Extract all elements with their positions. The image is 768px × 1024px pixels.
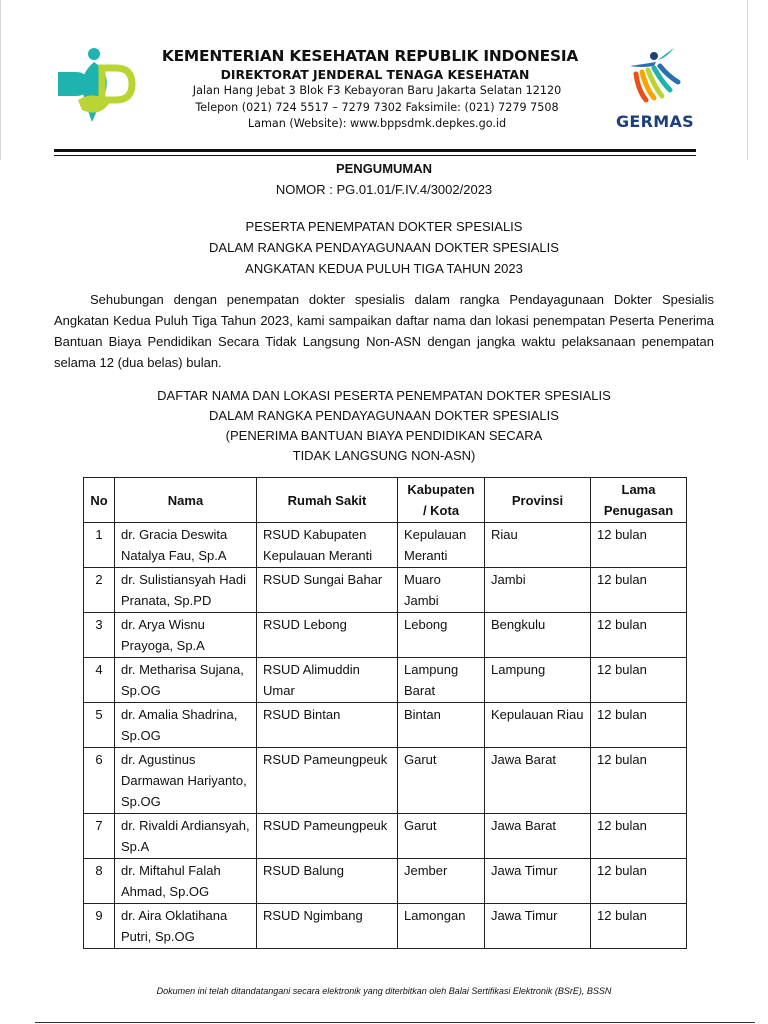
cell-no: 2: [84, 568, 115, 613]
cell-provinsi: Bengkulu: [485, 613, 591, 658]
subject-line: PESERTA PENEMPATAN DOKTER SPESIALIS: [245, 219, 523, 234]
cell-provinsi: Jawa Barat: [485, 814, 591, 859]
cell-lama-penugasan: 12 bulan: [591, 904, 687, 949]
cell-provinsi: Jawa Timur: [485, 859, 591, 904]
cell-lama-penugasan: 12 bulan: [591, 748, 687, 814]
letterhead-rule-thin: [54, 155, 696, 156]
cell-lama-penugasan: 12 bulan: [591, 523, 687, 568]
cell-nama: dr. Amalia Shadrina, Sp.OG: [115, 703, 257, 748]
footer-rule: [35, 1022, 755, 1023]
cell-provinsi: Lampung: [485, 658, 591, 703]
table-row: [84, 568, 687, 613]
cell-lama-penugasan: 12 bulan: [591, 658, 687, 703]
table-row: [84, 658, 687, 703]
cell-rumah-sakit: RSUD Kabupaten Kepulauan Meranti: [257, 523, 398, 568]
cell-rumah-sakit: RSUD Bintan: [257, 703, 398, 748]
letterhead: [140, 46, 600, 133]
subject-line: ANGKATAN KEDUA PULUH TIGA TAHUN 2023: [245, 261, 523, 276]
cell-no: 4: [84, 658, 115, 703]
header-nama: Nama: [115, 478, 257, 523]
footer-signature-note: Dokumen ini telah ditandatangani secara elektronik yang diterbitkan oleh Balai Sertifikasi Elektronik (BSrE), BSSN: [156, 986, 612, 996]
cell-rumah-sakit: RSUD Sungai Bahar: [257, 568, 398, 613]
cell-rumah-sakit: RSUD Pameungpeuk: [257, 748, 398, 814]
body-paragraph: Sehubungan dengan penempatan dokter spesialis dalam rangka Pendayagunaan Dokter Spesialis Angkatan Kedua Puluh Tiga Tahun 2023, kami sampaikan daftar nama dan lokasi penempatan Peserta Penerima Bantuan Biaya Pendidikan Secara Tidak Langsung Non-ASN dengan jangka waktu pelaksanaan penempatan selama 12 (dua belas) bulan.: [54, 292, 714, 370]
germas-label: GERMAS: [616, 112, 695, 131]
cell-kabupaten-kota: Lebong: [398, 613, 485, 658]
cell-kabupaten-kota: Lamongan: [398, 904, 485, 949]
germas-logo: [608, 44, 698, 136]
cell-kabupaten-kota: Kepulauan Meranti: [398, 523, 485, 568]
cell-nama: dr. Rivaldi Ardiansyah, Sp.A: [115, 814, 257, 859]
cell-nama: dr. Agustinus Darmawan Hariyanto, Sp.OG: [115, 748, 257, 814]
page-edge-left: [0, 0, 1, 160]
cell-rumah-sakit: RSUD Alimuddin Umar: [257, 658, 398, 703]
header-lama-penugasan: Lama Penugasan: [591, 478, 687, 523]
list-title-line: TIDAK LANGSUNG NON-ASN): [292, 448, 476, 463]
cell-rumah-sakit: RSUD Lebong: [257, 613, 398, 658]
cell-lama-penugasan: 12 bulan: [591, 613, 687, 658]
cell-kabupaten-kota: Muaro Jambi: [398, 568, 485, 613]
cell-lama-penugasan: 12 bulan: [591, 703, 687, 748]
announcement-title: PENGUMUMAN: [335, 161, 433, 176]
website-line: Laman (Website): www.bppsdmk.depkes.go.id: [247, 117, 507, 130]
germas-figure-icon: [608, 44, 698, 110]
cell-kabupaten-kota: Lampung Barat: [398, 658, 485, 703]
header-provinsi: Provinsi: [485, 478, 591, 523]
cell-provinsi: Jawa Timur: [485, 904, 591, 949]
header-no: No: [84, 478, 115, 523]
ministry-name: KEMENTERIAN KESEHATAN REPUBLIK INDONESIA: [161, 47, 579, 65]
cell-kabupaten-kota: Garut: [398, 814, 485, 859]
cell-no: 3: [84, 613, 115, 658]
announcement-number: NOMOR : PG.01.01/F.IV.4/3002/2023: [275, 182, 493, 197]
letterhead-rule-thick: [54, 149, 696, 152]
phone-line: Telepon (021) 724 5517 – 7279 7302 Faksimile: (021) 7279 7508: [195, 100, 559, 114]
table-row: [84, 703, 687, 748]
cell-no: 9: [84, 904, 115, 949]
cell-no: 8: [84, 859, 115, 904]
header-rumah-sakit: Rumah Sakit: [257, 478, 398, 523]
cell-nama: dr. Gracia Deswita Natalya Fau, Sp.A: [115, 523, 257, 568]
cell-rumah-sakit: RSUD Pameungpeuk: [257, 814, 398, 859]
placement-table: [83, 477, 687, 949]
cell-kabupaten-kota: Jember: [398, 859, 485, 904]
list-title-line: DALAM RANGKA PENDAYAGUNAAN DOKTER SPESIALIS: [209, 408, 559, 423]
cell-no: 5: [84, 703, 115, 748]
table-row: [84, 859, 687, 904]
table-header-row: [84, 478, 687, 523]
cell-nama: dr. Aira Oklatihana Putri, Sp.OG: [115, 904, 257, 949]
table-row: [84, 613, 687, 658]
cell-no: 6: [84, 748, 115, 814]
subject-line: DALAM RANGKA PENDAYAGUNAAN DOKTER SPESIALIS: [209, 240, 559, 255]
cell-lama-penugasan: 12 bulan: [591, 568, 687, 613]
table-body: [84, 523, 687, 949]
address-line: Jalan Hang Jebat 3 Blok F3 Kebayoran Baru Jakarta Selatan 12120: [192, 84, 562, 97]
list-title-line: (PENERIMA BANTUAN BIAYA PENDIDIKAN SECARA: [225, 428, 543, 443]
list-title: [54, 386, 714, 466]
cell-no: 1: [84, 523, 115, 568]
cell-lama-penugasan: 12 bulan: [591, 814, 687, 859]
header-kabupaten-kota: Kabupaten / Kota: [398, 478, 485, 523]
cell-kabupaten-kota: Garut: [398, 748, 485, 814]
cell-provinsi: Riau: [485, 523, 591, 568]
directorate-name: DIREKTORAT JENDERAL TENAGA KESEHATAN: [220, 67, 530, 82]
cell-no: 7: [84, 814, 115, 859]
cell-nama: dr. Arya Wisnu Prayoga, Sp.A: [115, 613, 257, 658]
kemenkes-logo-icon: [52, 44, 138, 130]
cell-nama: dr. Metharisa Sujana, Sp.OG: [115, 658, 257, 703]
cell-kabupaten-kota: Bintan: [398, 703, 485, 748]
cell-nama: dr. Sulistiansyah Hadi Pranata, Sp.PD: [115, 568, 257, 613]
table-row: [84, 814, 687, 859]
cell-rumah-sakit: RSUD Balung: [257, 859, 398, 904]
cell-provinsi: Jambi: [485, 568, 591, 613]
table-row: [84, 523, 687, 568]
table-row: [84, 904, 687, 949]
cell-provinsi: Kepulauan Riau: [485, 703, 591, 748]
cell-provinsi: Jawa Barat: [485, 748, 591, 814]
announcement-subject: [54, 216, 714, 279]
cell-lama-penugasan: 12 bulan: [591, 859, 687, 904]
page-edge-right: [747, 0, 748, 160]
table-row: [84, 748, 687, 814]
list-title-line: DAFTAR NAMA DAN LOKASI PESERTA PENEMPATAN DOKTER SPESIALIS: [157, 388, 611, 403]
cell-nama: dr. Miftahul Falah Ahmad, Sp.OG: [115, 859, 257, 904]
cell-rumah-sakit: RSUD Ngimbang: [257, 904, 398, 949]
